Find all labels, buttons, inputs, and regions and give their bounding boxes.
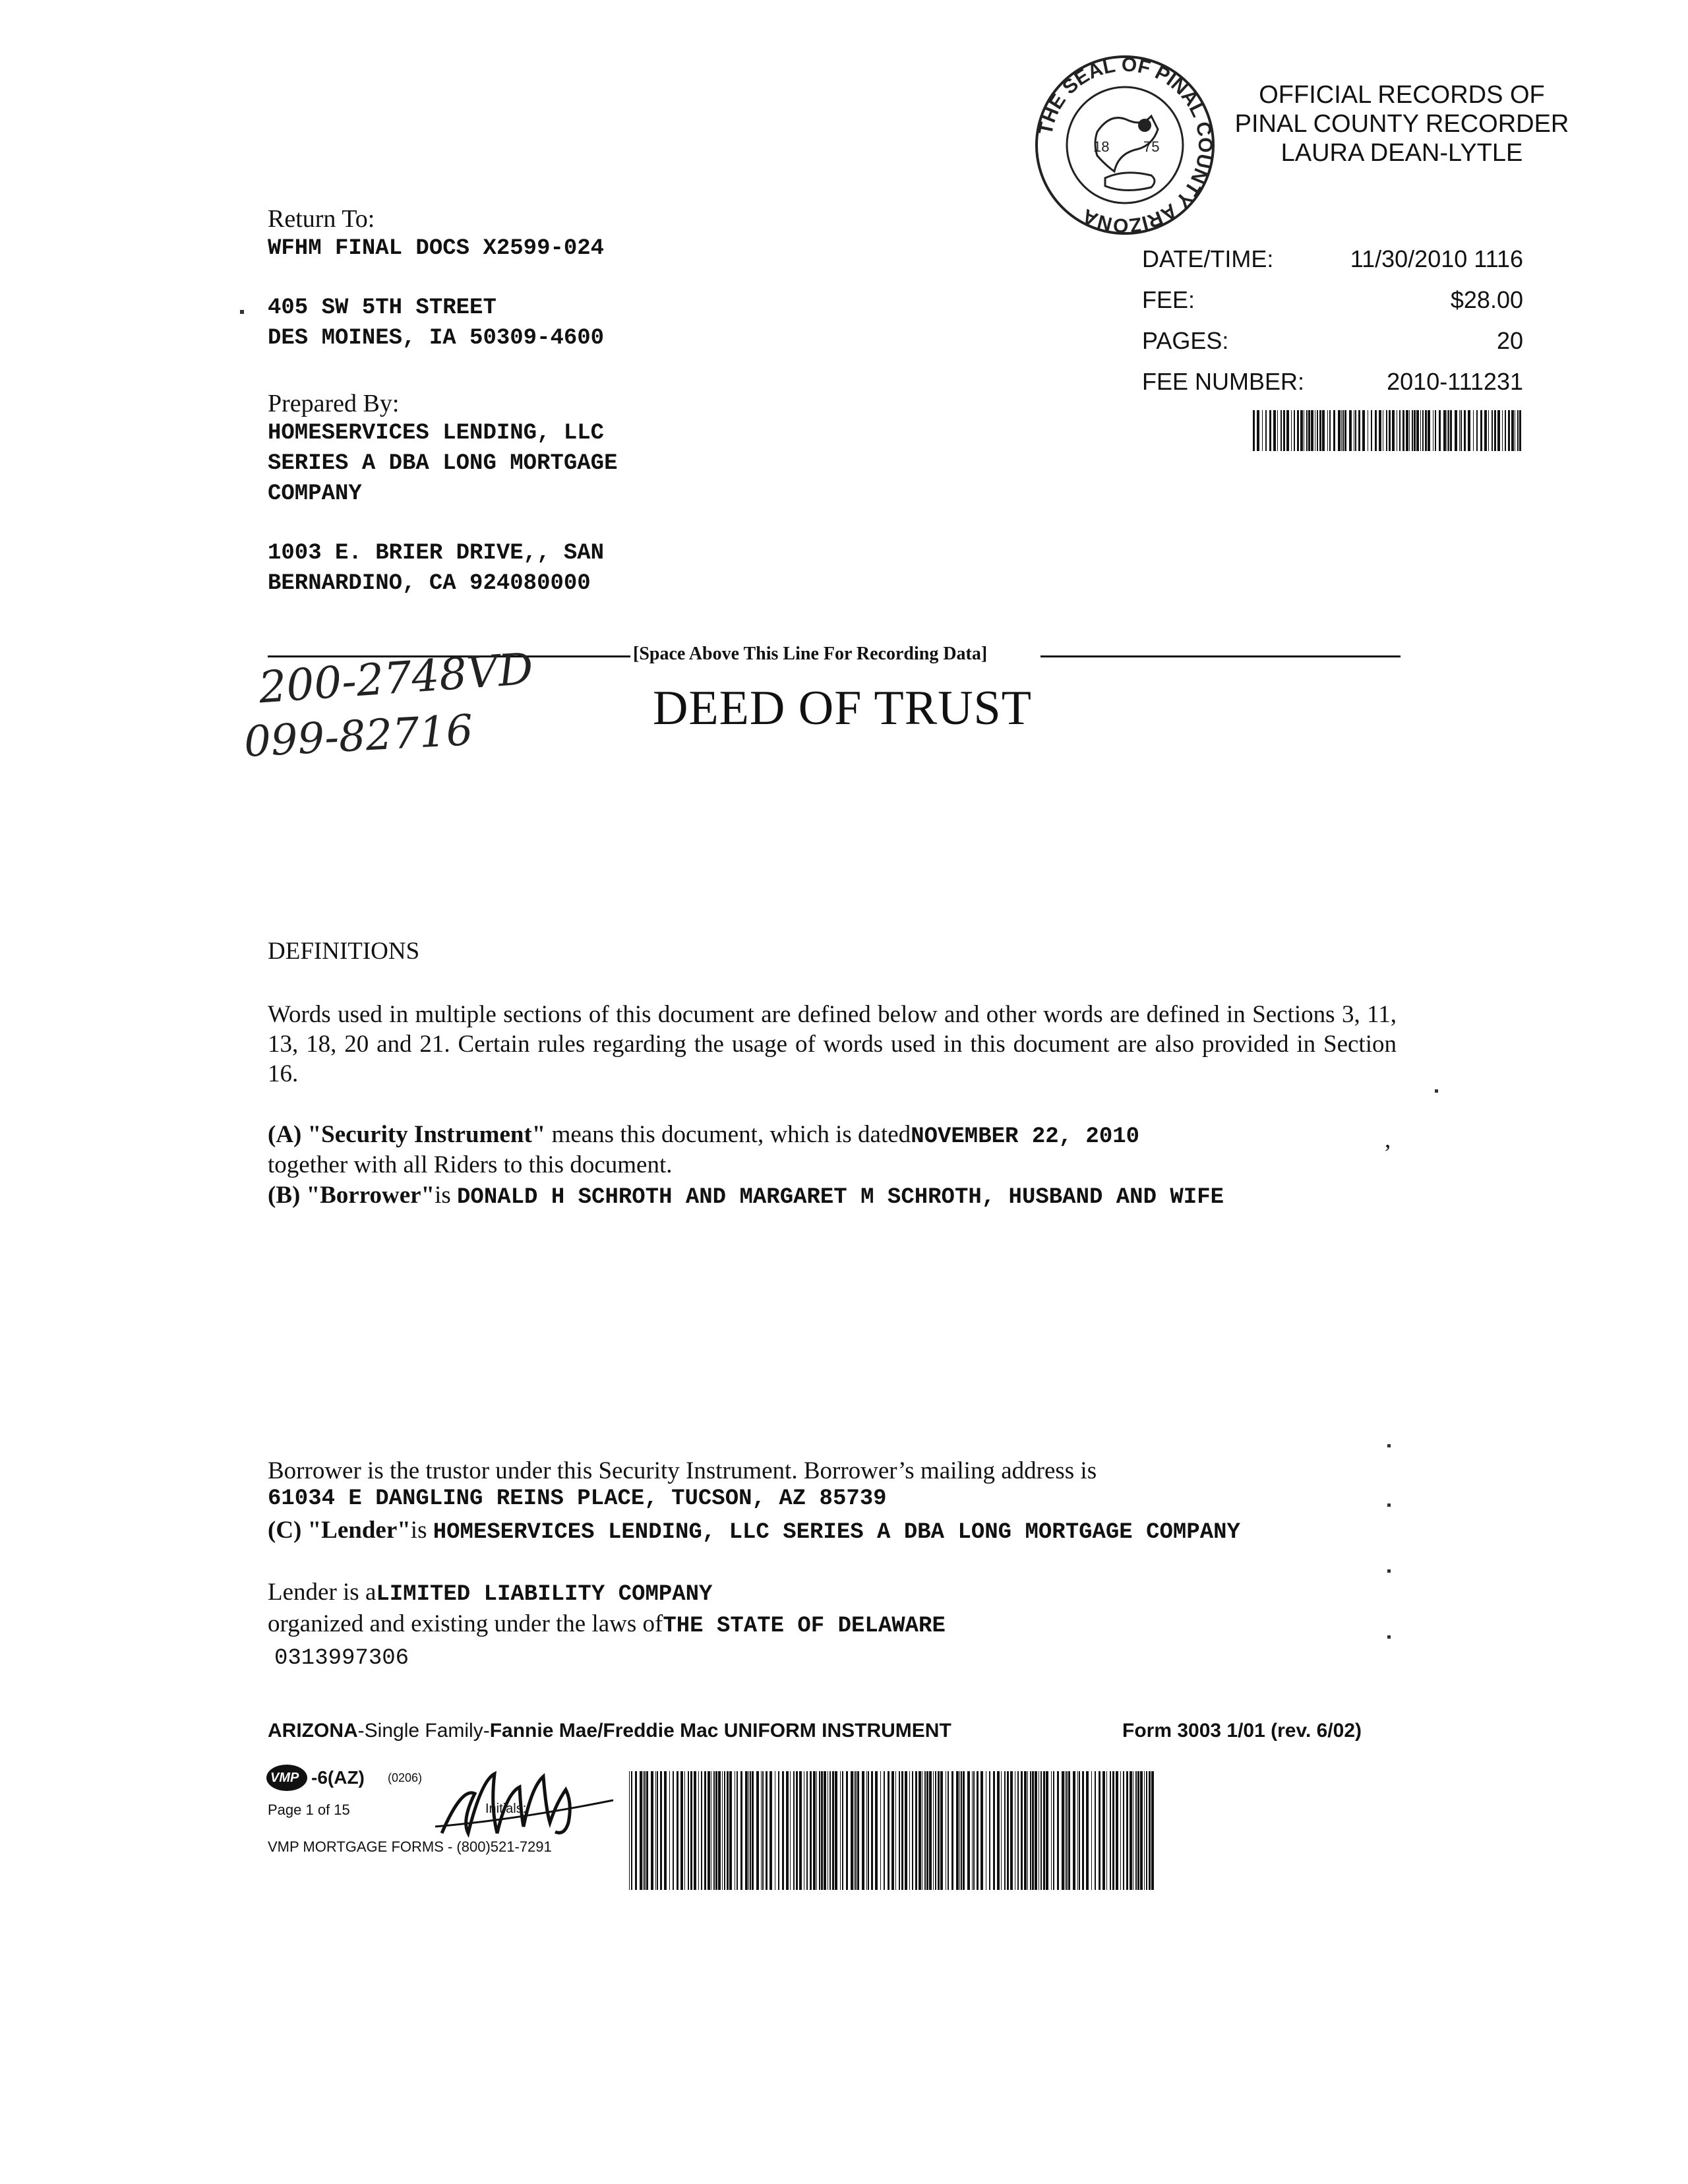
definition-b-is: is <box>435 1182 451 1209</box>
barcode-bar <box>993 1771 995 1890</box>
barcode-bar <box>891 1771 894 1890</box>
barcode-bar <box>880 1771 881 1890</box>
definition-a-riders: together with all Riders to this document. <box>268 1151 673 1178</box>
document-barcode <box>629 1771 1157 1890</box>
barcode-bar <box>1126 1771 1128 1890</box>
barcode-bar <box>1375 410 1377 451</box>
barcode-bar <box>660 1771 662 1890</box>
barcode-bar <box>1480 410 1482 451</box>
barcode-bar <box>727 1771 729 1890</box>
barcode-bar <box>895 1771 896 1890</box>
barcode-bar <box>713 1771 715 1890</box>
barcode-bar <box>1409 410 1410 451</box>
barcode-bar <box>862 1771 864 1890</box>
barcode-bar <box>1473 410 1474 451</box>
barcode-bar <box>821 1771 823 1890</box>
barcode-bar <box>1099 1771 1100 1890</box>
barcode-bar <box>926 1771 928 1890</box>
security-instrument-date: NOVEMBER 22, 2010 <box>911 1124 1140 1149</box>
barcode-bar <box>1399 410 1401 451</box>
prepared-by-line: BERNARDINO, CA 924080000 <box>268 571 591 596</box>
barcode-bar <box>684 1771 685 1890</box>
fee-value: $28.00 <box>1450 286 1523 313</box>
barcode-bar <box>1344 410 1346 451</box>
barcode-bar <box>1040 1771 1042 1890</box>
barcode-bar <box>929 1771 932 1890</box>
barcode-bar <box>940 1771 943 1890</box>
barcode-bar <box>1146 1771 1147 1890</box>
barcode-bar <box>1277 410 1278 451</box>
barcode-bar <box>1327 410 1328 451</box>
barcode-bar <box>1362 410 1365 451</box>
recording-rule-right <box>1040 655 1401 657</box>
barcode-bar <box>1086 1771 1089 1890</box>
barcode-bar <box>1342 410 1344 451</box>
form-description <box>268 1720 951 1742</box>
borrower-trustor-text: Borrower is the trustor under this Security Instrument. Borrower’s mailing address is <box>268 1457 1097 1484</box>
definitions-heading: DEFINITIONS <box>268 938 420 965</box>
barcode-bar <box>715 1771 717 1890</box>
barcode-bar <box>722 1771 723 1890</box>
barcode-bar <box>778 1771 779 1890</box>
barcode-bar <box>1004 1771 1006 1890</box>
barcode-bar <box>1461 410 1462 451</box>
fee-label: FEE: <box>1142 286 1195 313</box>
recording-line-text: [Space Above This Line For Recording Data] <box>633 644 988 664</box>
barcode-bar <box>1371 410 1372 451</box>
barcode-bar <box>938 1771 940 1890</box>
definition-a <box>268 1120 1139 1152</box>
vmp-logo <box>266 1765 307 1791</box>
barcode-bar <box>1043 1771 1045 1890</box>
county-seal <box>1033 53 1217 237</box>
form-uniform: Fannie Mae/Freddie Mac UNIFORM INSTRUMENT <box>489 1720 951 1742</box>
definition-b-label: (B) "Borrower" <box>268 1182 435 1209</box>
barcode-bar <box>933 1771 934 1890</box>
barcode-bar <box>935 1771 936 1890</box>
barcode-bar <box>680 1771 683 1890</box>
barcode-bar <box>1262 410 1263 451</box>
barcode-bar <box>1508 410 1510 451</box>
barcode-bar <box>1137 1771 1139 1890</box>
return-to-label: Return To: <box>268 205 375 233</box>
barcode-bar <box>857 1771 859 1890</box>
barcode-bar <box>1333 410 1335 451</box>
vmp-logo-text: VMP <box>270 1771 299 1785</box>
barcode-bar <box>1358 410 1360 451</box>
barcode-bar <box>1017 1771 1019 1890</box>
barcode-bar <box>1024 1771 1027 1890</box>
datetime-label: DATE/TIME: <box>1142 245 1274 272</box>
barcode-bar <box>1476 410 1478 451</box>
barcode-bar <box>669 1771 670 1890</box>
pages-value: 20 <box>1496 327 1523 354</box>
barcode-bar <box>1392 410 1395 451</box>
recording-barcode <box>1253 410 1523 451</box>
barcode-bar <box>901 1771 903 1890</box>
barcode-bar <box>1420 410 1421 451</box>
barcode-bar <box>1112 1771 1114 1890</box>
barcode-bar <box>673 1771 674 1890</box>
return-to-line: DES MOINES, IA 50309-4600 <box>268 326 605 351</box>
recorder-office-line: PINAL COUNTY RECORDER <box>1234 110 1569 138</box>
barcode-bar <box>1455 410 1457 451</box>
barcode-bar <box>1281 410 1282 451</box>
handwritten-note: 099-82716 <box>243 706 475 768</box>
barcode-bar <box>1065 1771 1066 1890</box>
barcode-bar <box>651 1771 653 1890</box>
definition-c <box>268 1515 1240 1548</box>
barcode-bar <box>810 1771 812 1890</box>
barcode-bar <box>1286 410 1289 451</box>
barcode-bar <box>1102 1771 1105 1890</box>
vmp-code: -6(AZ) <box>311 1767 365 1788</box>
barcode-bar <box>761 1771 762 1890</box>
barcode-bar <box>1046 1771 1048 1890</box>
barcode-bar <box>1450 410 1452 451</box>
barcode-bar <box>1297 410 1299 451</box>
barcode-bar <box>631 1771 632 1890</box>
barcode-bar <box>1149 1771 1151 1890</box>
barcode-bar <box>1422 410 1424 451</box>
barcode-bar <box>1144 1771 1145 1890</box>
barcode-bar <box>690 1771 692 1890</box>
barcode-bar <box>729 1771 732 1890</box>
barcode-bar <box>973 1771 975 1890</box>
barcode-bar <box>1308 410 1310 451</box>
scan-speck <box>240 310 244 314</box>
barcode-bar <box>1425 410 1427 451</box>
barcode-bar <box>657 1771 658 1890</box>
barcode-bar <box>1443 410 1446 451</box>
seal-graphic <box>1033 53 1217 237</box>
barcode-bar <box>664 1771 667 1890</box>
barcode-bar <box>1130 1771 1132 1890</box>
barcode-bar <box>1389 410 1391 451</box>
barcode-bar <box>846 1771 848 1890</box>
barcode-bar <box>963 1771 965 1890</box>
definition-c-is: is <box>410 1517 427 1544</box>
barcode-bar <box>829 1771 831 1890</box>
barcode-bar <box>718 1771 721 1890</box>
barcode-bar <box>1079 1771 1080 1890</box>
barcode-bar <box>1322 410 1325 451</box>
lender-type: LIMITED LIABILITY COMPANY <box>376 1582 713 1607</box>
barcode-bar <box>972 1771 973 1890</box>
barcode-bar <box>643 1771 644 1890</box>
recorder-office <box>1217 80 1586 167</box>
lender-is-text: Lender is a <box>268 1579 377 1606</box>
barcode-bar <box>1062 1771 1064 1890</box>
fee-number-label: FEE NUMBER: <box>1142 368 1305 395</box>
barcode-bar <box>1007 1771 1009 1890</box>
barcode-bar <box>1027 1771 1028 1890</box>
barcode-bar <box>762 1771 764 1890</box>
barcode-bar <box>866 1771 867 1890</box>
barcode-bar <box>1497 410 1500 451</box>
barcode-bar <box>1294 410 1295 451</box>
definition-b <box>268 1180 1224 1213</box>
barcode-bar <box>871 1771 873 1890</box>
svg-text:THE SEAL OF PINAL COUNTY ARIZO: THE SEAL OF PINAL COUNTY ARIZONA <box>1035 53 1217 237</box>
barcode-bar <box>1068 1771 1070 1890</box>
barcode-bar <box>1511 410 1514 451</box>
recorder-office-line: LAURA DEAN-LYTLE <box>1281 139 1523 167</box>
lender-type-line <box>268 1577 712 1610</box>
definition-a-text: means this document, which is dated <box>545 1121 911 1148</box>
definition-a-comma: , <box>1385 1126 1391 1153</box>
barcode-bar <box>851 1771 853 1890</box>
prepared-by-label: Prepared By: <box>268 390 400 417</box>
barcode-bar <box>924 1771 926 1890</box>
barcode-bar <box>832 1771 834 1890</box>
barcode-bar <box>909 1771 910 1890</box>
barcode-bar <box>1414 410 1416 451</box>
barcode-bar <box>1110 1771 1111 1890</box>
svg-text:18: 18 <box>1093 138 1110 155</box>
barcode-bar <box>912 1771 913 1890</box>
barcode-bar <box>1116 1771 1118 1890</box>
barcode-bar <box>951 1771 953 1890</box>
barcode-bar <box>956 1771 959 1890</box>
barcode-bar <box>915 1771 917 1890</box>
barcode-bar <box>959 1771 960 1890</box>
barcode-bar <box>1306 410 1308 451</box>
barcode-bar <box>1140 1771 1143 1890</box>
loan-number: 0313997306 <box>274 1646 409 1671</box>
barcode-bar <box>1402 410 1404 451</box>
barcode-bar <box>750 1771 751 1890</box>
fee-number-value: 2010-111231 <box>1387 368 1523 395</box>
form-number: Form 3003 1/01 (rev. 6/02) <box>1122 1720 1362 1742</box>
barcode-bar <box>756 1771 759 1890</box>
form-state: ARIZONA <box>268 1720 358 1742</box>
barcode-bar <box>640 1771 642 1890</box>
barcode-bar <box>905 1771 907 1890</box>
barcode-bar <box>688 1771 689 1890</box>
barcode-bar <box>1484 410 1487 451</box>
barcode-bar <box>646 1771 648 1890</box>
barcode-bar <box>1032 1771 1034 1890</box>
barcode-bar <box>629 1771 630 1890</box>
lender-name: HOMESERVICES LENDING, LLC SERIES A DBA LONG MORTGAGE COMPANY <box>433 1520 1240 1545</box>
barcode-bar <box>701 1771 702 1890</box>
barcode-bar <box>1517 410 1519 451</box>
barcode-bar <box>1341 410 1342 451</box>
barcode-bar <box>997 1771 1000 1890</box>
barcode-bar <box>737 1771 738 1890</box>
barcode-bar <box>1066 1771 1068 1890</box>
barcode-bar <box>1051 1771 1052 1890</box>
barcode-bar <box>1253 410 1255 451</box>
barcode-bar <box>816 1771 817 1890</box>
svg-text:75: 75 <box>1143 138 1160 155</box>
barcode-bar <box>1291 410 1292 451</box>
barcode-bar <box>766 1771 768 1890</box>
barcode-bar <box>835 1771 837 1890</box>
barcode-bar <box>855 1771 857 1890</box>
barcode-bar <box>1300 410 1303 451</box>
barcode-bar <box>1319 410 1321 451</box>
barcode-bar <box>793 1771 795 1890</box>
barcode-bar <box>989 1771 990 1890</box>
barcode-bar <box>1435 410 1436 451</box>
barcode-bar <box>977 1771 979 1890</box>
organized-text: organized and existing under the laws of <box>268 1610 663 1637</box>
barcode-bar <box>1151 1771 1154 1890</box>
barcode-bar <box>824 1771 826 1890</box>
organized-line <box>268 1609 946 1641</box>
page-number: Page 1 of 15 <box>268 1802 350 1818</box>
barcode-bar <box>1120 1771 1121 1890</box>
barcode-bar <box>698 1771 699 1890</box>
barcode-bar <box>1283 410 1285 451</box>
scan-speck <box>1387 1444 1391 1447</box>
barcode-bar <box>1338 410 1341 451</box>
barcode-bar <box>1021 1771 1023 1890</box>
barcode-bar <box>1311 410 1313 451</box>
barcode-bar <box>948 1771 949 1890</box>
prepared-by-line: COMPANY <box>268 481 362 506</box>
datetime-value: 11/30/2010 1116 <box>1350 245 1523 272</box>
barcode-bar <box>868 1771 869 1890</box>
barcode-bar <box>1010 1771 1013 1890</box>
barcode-bar <box>1492 410 1493 451</box>
barcode-bar <box>1519 410 1521 451</box>
barcode-bar <box>1082 1771 1084 1890</box>
barcode-bar <box>888 1771 889 1890</box>
barcode-bar <box>961 1771 962 1890</box>
barcode-bar <box>1488 410 1489 451</box>
prepared-by-line: SERIES A DBA LONG MORTGAGE <box>268 451 618 476</box>
barcode-bar <box>1077 1771 1078 1890</box>
barcode-bar <box>1053 1771 1054 1890</box>
pages-label: PAGES: <box>1142 327 1229 354</box>
barcode-bar <box>1502 410 1503 451</box>
barcode-bar <box>796 1771 798 1890</box>
barcode-bar <box>819 1771 820 1890</box>
barcode-bar <box>1448 410 1449 451</box>
recorder-office-line: OFFICIAL RECORDS OF <box>1259 81 1545 109</box>
barcode-bar <box>1428 410 1430 451</box>
barcode-bar <box>1001 1771 1002 1890</box>
barcode-bar <box>704 1771 706 1890</box>
barcode-bar <box>1123 1771 1124 1890</box>
barcode-bar <box>694 1771 696 1890</box>
barcode-bar <box>1439 410 1441 451</box>
scan-speck <box>1387 1569 1391 1573</box>
handwritten-note: 200-2748VD <box>256 643 535 713</box>
barcode-bar <box>1135 1771 1137 1890</box>
barcode-bar <box>1273 410 1276 451</box>
return-to-line: 405 SW 5TH STREET <box>268 295 497 320</box>
barcode-bar <box>782 1771 784 1890</box>
barcode-bar <box>1265 410 1267 451</box>
barcode-bar <box>1505 410 1506 451</box>
barcode-bar <box>635 1771 637 1890</box>
return-to-line: WFHM FINAL DOCS X2599-024 <box>268 236 605 261</box>
barcode-bar <box>1073 1771 1075 1890</box>
barcode-bar <box>806 1771 808 1890</box>
barcode-bar <box>1468 410 1470 451</box>
definition-c-label: (C) "Lender" <box>268 1517 411 1544</box>
definition-a-label: (A) "Security Instrument" <box>268 1121 546 1148</box>
barcode-bar <box>1412 410 1413 451</box>
initials-signature <box>429 1754 626 1860</box>
barcode-bar <box>1355 410 1356 451</box>
borrower-names: DONALD H SCHROTH AND MARGARET M SCHROTH, HUSBAND AND WIFE <box>457 1185 1224 1210</box>
barcode-bar <box>708 1771 710 1890</box>
organized-state: THE STATE OF DELAWARE <box>663 1614 946 1639</box>
barcode-bar <box>1269 410 1271 451</box>
barcode-bar <box>677 1771 678 1890</box>
barcode-bar <box>655 1771 656 1890</box>
barcode-bar <box>1035 1771 1037 1890</box>
document-title: DEED OF TRUST <box>653 681 1032 735</box>
scan-speck <box>1387 1635 1391 1639</box>
barcode-bar <box>980 1771 983 1890</box>
initials-label: Initials: <box>485 1802 527 1816</box>
barcode-bar <box>854 1771 855 1890</box>
vmp-forms: VMP MORTGAGE FORMS - (800)521-7291 <box>268 1838 552 1855</box>
definitions-intro: Words used in multiple sections of this document are defined below and other words are defined in Sections 3, 11, 13, 18, 20 and 21. Certain rules regarding the usage of words used in this document are also provided in Section 16. <box>268 1001 1397 1087</box>
vmp-code-small: (0206) <box>388 1771 423 1784</box>
barcode-bar <box>840 1771 841 1890</box>
barcode-bar <box>1464 410 1466 451</box>
barcode-bar <box>769 1771 772 1890</box>
barcode-bar <box>1257 410 1259 451</box>
scan-speck <box>1387 1503 1391 1507</box>
barcode-bar <box>1106 1771 1107 1890</box>
prepared-by-line: 1003 E. BRIER DRIVE,, SAN <box>268 541 605 566</box>
barcode-bar <box>1349 410 1352 451</box>
barcode-bar <box>1091 1771 1092 1890</box>
barcode-bar <box>967 1771 970 1890</box>
barcode-bar <box>1459 410 1460 451</box>
barcode-bar <box>748 1771 749 1890</box>
borrower-mailing-address: 61034 E DANGLING REINS PLACE, TUCSON, AZ 85739 <box>268 1486 887 1511</box>
barcode-bar <box>724 1771 725 1890</box>
barcode-bar <box>752 1771 754 1890</box>
barcode-bar <box>786 1771 789 1890</box>
barcode-bar <box>919 1771 921 1890</box>
barcode-bar <box>1416 410 1419 451</box>
scan-speck <box>1435 1089 1438 1093</box>
barcode-bar <box>740 1771 742 1890</box>
barcode-bar <box>1494 410 1496 451</box>
barcode-bar <box>644 1771 646 1890</box>
barcode-bar <box>875 1771 878 1890</box>
barcode-bar <box>1406 410 1408 451</box>
barcode-bar <box>1095 1771 1096 1890</box>
barcode-bar <box>1379 410 1381 451</box>
barcode-bar <box>813 1771 816 1890</box>
barcode-bar <box>842 1771 843 1890</box>
barcode-bar <box>1057 1771 1059 1890</box>
barcode-bar <box>899 1771 900 1890</box>
barcode-bar <box>745 1771 748 1890</box>
barcode-bar <box>799 1771 802 1890</box>
form-type: -Single Family- <box>357 1720 490 1742</box>
barcode-bar <box>790 1771 791 1890</box>
barcode-bar <box>884 1771 885 1890</box>
barcode-bar <box>1317 410 1318 451</box>
barcode-bar <box>1030 1771 1031 1890</box>
barcode-bar <box>1329 410 1331 451</box>
barcode-bar <box>1386 410 1387 451</box>
prepared-by-line: HOMESERVICES LENDING, LLC <box>268 421 605 446</box>
